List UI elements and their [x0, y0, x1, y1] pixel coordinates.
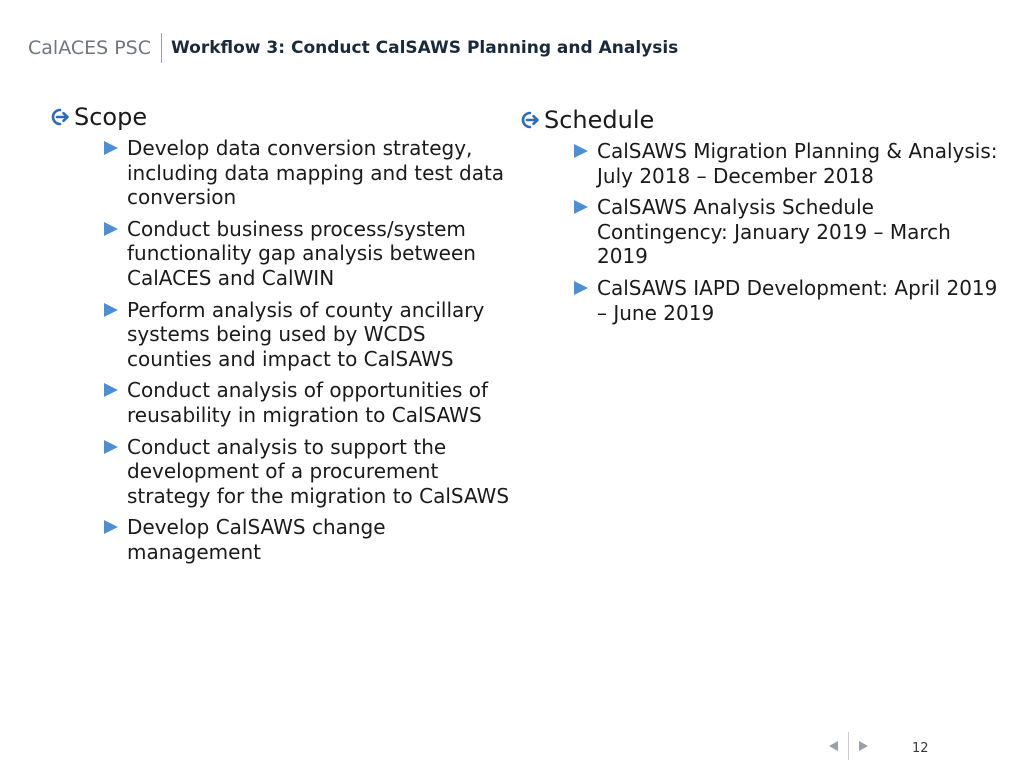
list-item: Conduct analysis to support the development of a procurement strategy for the migration to CalSAWS — [104, 435, 510, 509]
circled-arrow-icon — [50, 107, 70, 127]
scope-heading-label: Scope — [74, 103, 148, 131]
list-item: Conduct analysis of opportunities of reusability in migration to CalSAWS — [104, 378, 510, 427]
scope-heading — [50, 102, 510, 132]
triangle-bullet-icon — [104, 520, 118, 534]
list-item: CalSAWS Migration Planning & Analysis: July 2018 – December 2018 — [574, 139, 1000, 188]
triangle-bullet-icon — [574, 200, 588, 214]
triangle-bullet-icon — [104, 440, 118, 454]
slide-navigation — [826, 732, 871, 760]
circled-arrow-icon — [520, 110, 540, 130]
prev-triangle-icon — [827, 740, 839, 752]
next-triangle-icon — [858, 740, 870, 752]
list-item: Conduct business process/system functionality gap analysis between CalACES and CalWIN — [104, 217, 510, 291]
header-divider — [161, 33, 162, 63]
schedule-column — [520, 105, 1000, 332]
scope-column — [50, 102, 510, 572]
list-item: Perform analysis of county ancillary systems being used by WCDS counties and impact to CalSAWS — [104, 298, 510, 372]
list-item: CalSAWS Analysis Schedule Contingency: January 2019 – March 2019 — [574, 195, 1000, 269]
org-name: CalACES PSC — [28, 37, 152, 59]
list-item: Develop CalSAWS change management — [104, 515, 510, 564]
triangle-bullet-icon — [104, 222, 118, 236]
schedule-heading-label: Schedule — [544, 106, 655, 134]
list-item: CalSAWS IAPD Development: April 2019 – June 2019 — [574, 276, 1000, 325]
triangle-bullet-icon — [104, 383, 118, 397]
schedule-list — [520, 139, 1000, 325]
slide-title: Workflow 3: Conduct CalSAWS Planning and Analysis — [171, 38, 679, 58]
scope-list — [50, 136, 510, 565]
schedule-heading — [520, 105, 1000, 135]
triangle-bullet-icon — [574, 281, 588, 295]
slide-header — [28, 33, 678, 63]
page-number: 12 — [912, 741, 929, 756]
triangle-bullet-icon — [104, 141, 118, 155]
prev-slide-button[interactable] — [826, 739, 840, 753]
triangle-bullet-icon — [574, 144, 588, 158]
nav-divider — [848, 732, 849, 760]
triangle-bullet-icon — [104, 303, 118, 317]
list-item: Develop data conversion strategy, including data mapping and test data conversion — [104, 136, 510, 210]
next-slide-button[interactable] — [857, 739, 871, 753]
